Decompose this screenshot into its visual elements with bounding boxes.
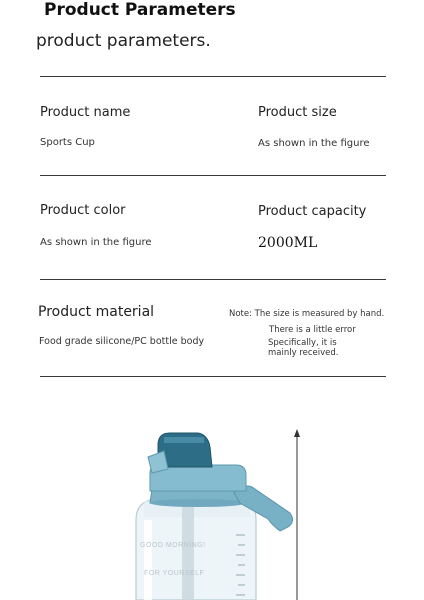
- page-title: Product Parameters: [44, 0, 236, 20]
- water-bottle-image: [100, 395, 400, 600]
- divider: [40, 175, 386, 176]
- size-note-line: There is a little error: [269, 325, 356, 335]
- product-name-value: Sports Cup: [40, 137, 95, 148]
- product-size-value: As shown in the figure: [258, 138, 370, 149]
- product-color-value: As shown in the figure: [40, 237, 152, 248]
- product-material-label: Product material: [38, 304, 155, 320]
- product-size-label: Product size: [258, 105, 337, 120]
- page-subtitle: product parameters.: [36, 31, 211, 51]
- bottle-print-top: GOOD MORNING!: [140, 542, 206, 549]
- height-arrow-icon: [294, 429, 300, 600]
- size-note: Note: The size is measured by hand.: [229, 309, 385, 319]
- product-color-label: Product color: [40, 203, 126, 218]
- product-capacity-label: Product capacity: [258, 204, 367, 219]
- product-capacity-value: 2000ML: [258, 235, 318, 251]
- divider: [40, 76, 386, 77]
- divider: [40, 376, 386, 377]
- product-name-label: Product name: [40, 105, 131, 120]
- size-note-line: Specifically, it is: [268, 338, 337, 348]
- divider: [40, 279, 386, 280]
- size-note-line: mainly received.: [268, 348, 339, 358]
- bottle-body: [136, 491, 256, 600]
- bottle-print-bottom: FOR YOURSELF: [144, 570, 205, 577]
- product-material-value: Food grade silicone/PC bottle body: [39, 336, 205, 347]
